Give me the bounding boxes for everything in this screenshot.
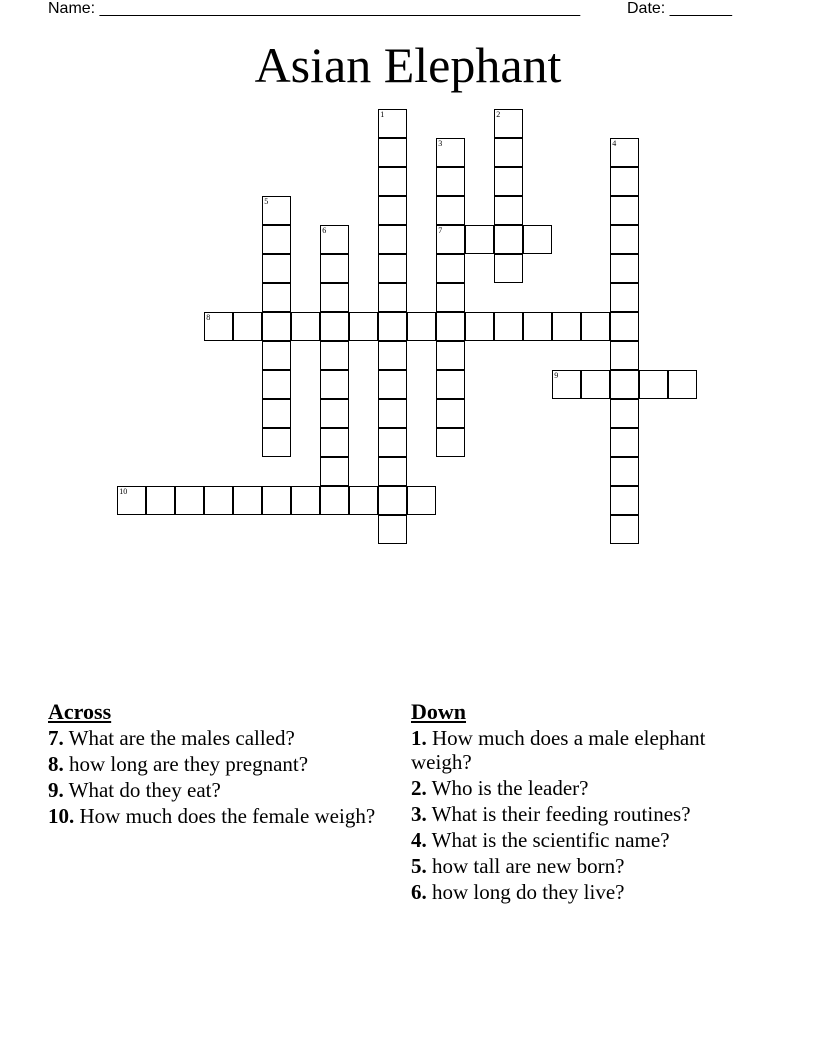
grid-cell[interactable]	[349, 486, 378, 515]
grid-cell[interactable]	[378, 428, 407, 457]
grid-cell[interactable]	[610, 283, 639, 312]
grid-cell[interactable]	[320, 254, 349, 283]
grid-cell[interactable]	[378, 312, 407, 341]
grid-cell[interactable]	[378, 283, 407, 312]
grid-cell[interactable]	[523, 225, 552, 254]
clue-text: how long do they live?	[426, 880, 625, 904]
grid-cell[interactable]	[320, 370, 349, 399]
grid-cell[interactable]	[378, 109, 407, 138]
grid-cell[interactable]	[610, 254, 639, 283]
grid-cell[interactable]	[552, 312, 581, 341]
grid-cell[interactable]	[610, 486, 639, 515]
grid-cell[interactable]	[494, 225, 523, 254]
grid-cell[interactable]	[233, 312, 262, 341]
clue-text: What is their feeding routines?	[426, 802, 691, 826]
grid-cell[interactable]	[378, 138, 407, 167]
grid-cell[interactable]	[639, 370, 668, 399]
grid-cell[interactable]	[523, 312, 552, 341]
grid-cell[interactable]	[378, 254, 407, 283]
grid-cell[interactable]	[378, 457, 407, 486]
clue-text: What is the scientific name?	[426, 828, 670, 852]
grid-cell[interactable]	[436, 254, 465, 283]
clue-number-label: 6	[322, 226, 327, 236]
down-clue	[411, 726, 761, 774]
grid-cell[interactable]	[175, 486, 204, 515]
grid-cell[interactable]	[610, 138, 639, 167]
puzzle-title: Asian Elephant	[254, 37, 562, 93]
clue-number: 4.	[411, 828, 427, 852]
clue-number: 6.	[411, 880, 427, 904]
grid-cell[interactable]	[436, 283, 465, 312]
grid-cell[interactable]	[117, 486, 146, 515]
grid-cell[interactable]	[262, 196, 291, 225]
grid-cell[interactable]	[668, 370, 697, 399]
across-clue	[48, 804, 388, 828]
grid-cell[interactable]	[581, 370, 610, 399]
grid-cell[interactable]	[610, 399, 639, 428]
across-clue	[48, 778, 388, 802]
grid-cell[interactable]	[378, 486, 407, 515]
grid-cell[interactable]	[320, 225, 349, 254]
grid-cell[interactable]	[436, 428, 465, 457]
clue-number-label: 1	[380, 110, 385, 120]
grid-cell[interactable]	[378, 370, 407, 399]
grid-cell[interactable]	[378, 167, 407, 196]
clue-number-label: 9	[554, 371, 559, 381]
across-clues	[48, 700, 388, 830]
grid-cell[interactable]	[465, 225, 494, 254]
down-clue	[411, 828, 761, 852]
name-field-label: Name: ______________________________________________________	[48, 0, 581, 17]
grid-cell[interactable]	[581, 312, 610, 341]
grid-cell[interactable]	[146, 486, 175, 515]
grid-cell[interactable]	[610, 370, 639, 399]
grid-cell[interactable]	[291, 486, 320, 515]
grid-cell[interactable]	[262, 341, 291, 370]
clue-number: 10.	[48, 804, 75, 828]
grid-cell[interactable]	[407, 486, 436, 515]
grid-cell[interactable]	[262, 283, 291, 312]
down-clue	[411, 880, 761, 904]
grid-cell[interactable]	[233, 486, 262, 515]
clue-text: How much does a male elephant weigh?	[411, 726, 706, 774]
grid-cell[interactable]	[262, 399, 291, 428]
grid-cell[interactable]	[320, 399, 349, 428]
grid-cell[interactable]	[320, 312, 349, 341]
grid-cell[interactable]	[378, 196, 407, 225]
grid-cell[interactable]	[436, 399, 465, 428]
grid-cell[interactable]	[610, 196, 639, 225]
grid-cell[interactable]	[378, 225, 407, 254]
clue-number-label: 8	[206, 313, 211, 323]
grid-cell[interactable]	[494, 138, 523, 167]
grid-cell[interactable]	[610, 457, 639, 486]
grid-cell[interactable]	[610, 312, 639, 341]
grid-cell[interactable]	[610, 428, 639, 457]
grid-cell[interactable]	[494, 254, 523, 283]
grid-cell[interactable]	[262, 370, 291, 399]
grid-cell[interactable]	[465, 312, 494, 341]
clue-number: 3.	[411, 802, 427, 826]
grid-cell[interactable]	[262, 254, 291, 283]
clue-number-label: 7	[438, 226, 443, 236]
grid-cell[interactable]	[320, 341, 349, 370]
clue-number: 2.	[411, 776, 427, 800]
grid-cell[interactable]	[494, 196, 523, 225]
grid-cell[interactable]	[320, 486, 349, 515]
grid-cell[interactable]	[320, 283, 349, 312]
grid-cell[interactable]	[436, 225, 465, 254]
down-heading: Down	[411, 699, 467, 724]
grid-cell[interactable]	[494, 167, 523, 196]
grid-cell[interactable]	[204, 312, 233, 341]
down-clue	[411, 802, 761, 826]
clue-text: What are the males called?	[63, 726, 295, 750]
across-clue	[48, 726, 388, 750]
grid-cell[interactable]	[610, 167, 639, 196]
date-field-label: Date: _______	[627, 0, 732, 17]
grid-cell[interactable]	[262, 312, 291, 341]
clue-number: 1.	[411, 726, 427, 750]
across-clue	[48, 752, 388, 776]
grid-cell[interactable]	[552, 370, 581, 399]
grid-cell[interactable]	[407, 312, 436, 341]
clue-text: how tall are new born?	[426, 854, 625, 878]
clue-number-label: 2	[496, 110, 501, 120]
grid-cell[interactable]	[320, 428, 349, 457]
clue-number-label: 10	[119, 487, 128, 497]
grid-cell[interactable]	[436, 312, 465, 341]
grid-cell[interactable]	[262, 225, 291, 254]
clue-text: Who is the leader?	[426, 776, 589, 800]
clue-number: 9.	[48, 778, 64, 802]
grid-cell[interactable]	[610, 225, 639, 254]
clue-text: What do they eat?	[63, 778, 221, 802]
grid-cell[interactable]	[436, 341, 465, 370]
grid-cell[interactable]	[262, 428, 291, 457]
grid-cell[interactable]	[494, 312, 523, 341]
grid-cell[interactable]	[436, 167, 465, 196]
grid-cell[interactable]	[610, 341, 639, 370]
grid-cell[interactable]	[436, 196, 465, 225]
grid-cell[interactable]	[262, 486, 291, 515]
clue-number-label: 5	[264, 197, 269, 207]
clue-number-label: 4	[612, 139, 617, 149]
down-clues	[411, 700, 761, 906]
grid-cell[interactable]	[378, 399, 407, 428]
grid-cell[interactable]	[436, 370, 465, 399]
down-clue	[411, 854, 761, 878]
grid-cell[interactable]	[320, 457, 349, 486]
grid-cell[interactable]	[291, 312, 320, 341]
clue-text: How much does the female weigh?	[74, 804, 376, 828]
grid-cell[interactable]	[436, 138, 465, 167]
down-clue	[411, 776, 761, 800]
grid-cell[interactable]	[204, 486, 233, 515]
clue-number: 5.	[411, 854, 427, 878]
clue-number-label: 3	[438, 139, 443, 149]
grid-cell[interactable]	[378, 515, 407, 544]
clue-number: 8.	[48, 752, 64, 776]
across-heading: Across	[48, 699, 112, 724]
grid-cell[interactable]	[610, 515, 639, 544]
grid-cell[interactable]	[494, 109, 523, 138]
clue-text: how long are they pregnant?	[63, 752, 309, 776]
grid-cell[interactable]	[378, 341, 407, 370]
grid-cell[interactable]	[349, 312, 378, 341]
clue-number: 7.	[48, 726, 64, 750]
